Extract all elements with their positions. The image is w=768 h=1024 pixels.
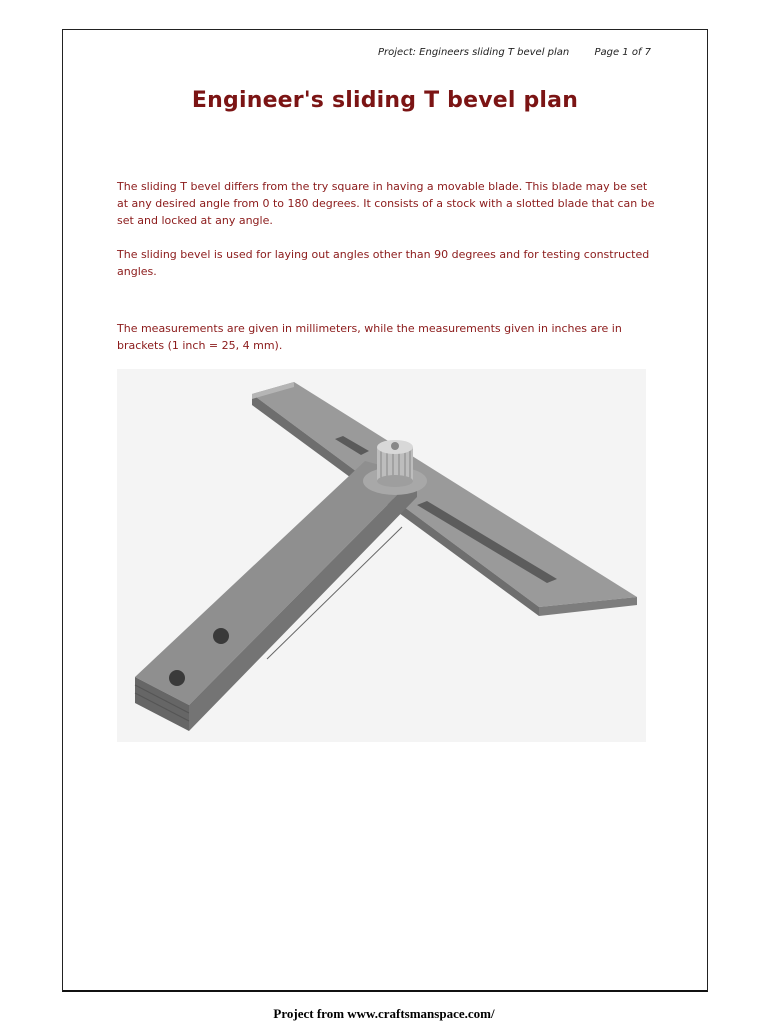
usage-paragraph: The sliding bevel is used for laying out angles other than 90 degrees and for testing constructed angles. [117,248,650,278]
header-page-number: Page 1 of 7 [594,47,651,58]
stock [135,461,417,731]
header-project: Project: Engineers sliding T bevel plan [378,47,570,58]
document-page [62,29,708,992]
t-bevel-drawing [117,369,646,742]
measurements-paragraph: The measurements are given in millimeters, while the measurements given in inches are in brackets (1 inch = 25, 4 mm). [117,322,622,352]
page-footer: Project from www.craftsmanspace.com/ [273,1006,495,1021]
document-title: Engineer's sliding T bevel plan [191,88,579,113]
page-header [378,47,651,58]
intro-paragraph: The sliding T bevel differs from the try square in having a movable blade. This blade may be set at any desired angle from 0 to 180 degrees. It consists of a stock with a slotted blade that can be set and locked at any angle. [117,180,655,227]
t-bevel-illustration [117,369,646,742]
